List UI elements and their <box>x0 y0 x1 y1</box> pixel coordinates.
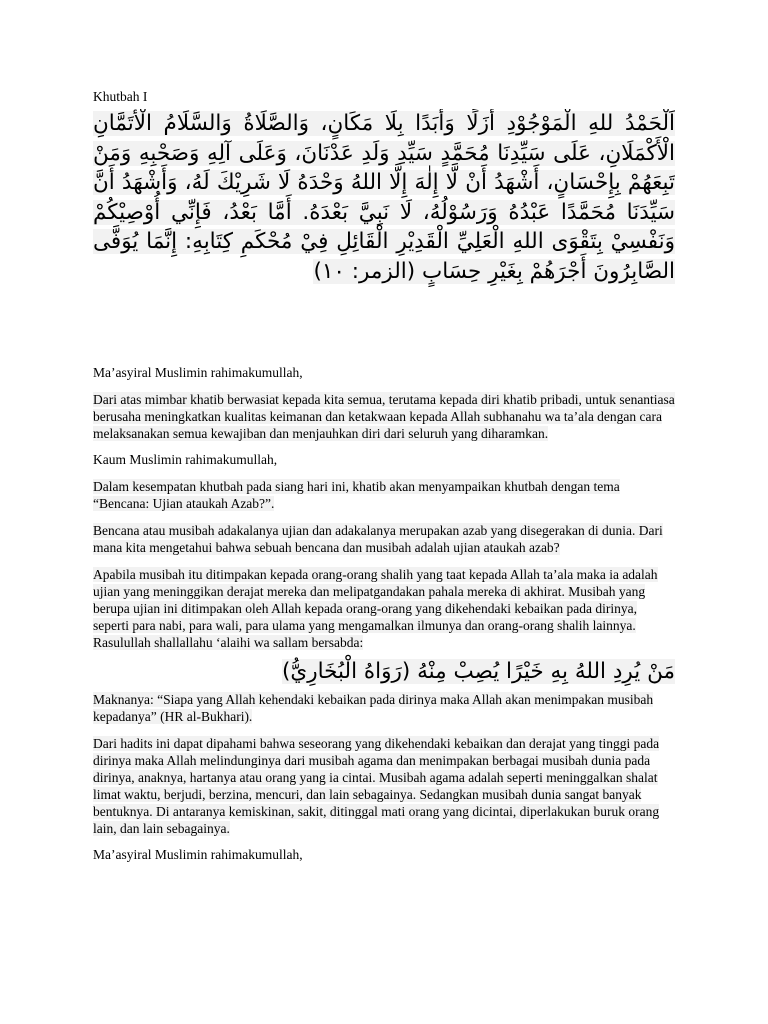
paragraph-maknanya <box>93 691 675 725</box>
paragraph-ujian-text: Apabila musibah itu ditimpakan kepada orang-orang shalih yang taat kepada Allah ta’ala maka ia adalah ujian yang meninggikan derajat mereka dan melipatgandakan pahala mereka di akhirat. Musibah yang berupa ujian ini ditimpakan oleh Allah kepada orang-orang yang dikehendaki kebaikan pada dirinya, seperti para nabi, para wali, para ulama yang mengamalkan ilmunya dan orang-orang shalih lainnya. Rasulullah shallallahu ‘alaihi wa sallam bersabda: <box>93 567 658 650</box>
paragraph-bencana <box>93 522 675 556</box>
khutbah-document <box>93 88 675 863</box>
paragraph-bencana-text: Bencana atau musibah adakalanya ujian dan adakalanya merupakan azab yang disegerakan di dunia. Dari mana kita mengetahui bahwa sebuah bencana dan musibah adalah ujian ataukah azab? <box>93 523 663 555</box>
paragraph-penjelasan <box>93 735 675 837</box>
opening-arabic-block <box>93 109 675 327</box>
paragraph-tema-text: Dalam kesempatan khutbah pada siang hari ini, khatib akan menyampaikan khutbah dengan tema “Bencana: Ujian ataukah Azab?”. <box>93 479 620 511</box>
salutation-3-text: Ma’asyiral Muslimin rahimakumullah, <box>93 847 303 862</box>
paragraph-tema <box>93 478 675 512</box>
hadith-arabic <box>93 657 675 687</box>
paragraph-wasiat-text: Dari atas mimbar khatib berwasiat kepada kita semua, terutama kepada diri khatib pribadi, untuk senantiasa berusaha meningkatkan kualitas keimanan dan ketakwaan kepada Allah subhanahu wa ta’ala dengan cara melaksanakan semua kewajiban dan menjauhkan diri dari seluruh yang diharamkan. <box>93 392 675 441</box>
khutbah-title: Khutbah I <box>93 89 148 104</box>
hadith-arabic-text: مَنْ يُرِدِ اللهُ بِهِ خَيْرًا يُصِبْ مِنْهُ (رَوَاهُ الْبُخَارِيُّ) <box>282 659 675 684</box>
salutation-2-text: Kaum Muslimin rahimakumullah, <box>93 452 278 467</box>
paragraph-ujian <box>93 566 675 651</box>
salutation-2 <box>93 451 675 468</box>
opening-arabic-span: اَلْحَمْدُ للهِ الْمَوْجُوْدِ أَزَلًا وَأَبَدًا بِلَا مَكَانٍ، وَالصَّلَاةُ وَالسَّلَامُ الْأَتَمَّانِ الْأَكْمَلَانِ، عَلَى سَيِّدِنَا مُحَمَّدٍ سَيِّدِ وَلَدِ عَدْنَانَ، وَعَلَى آلِهِ وَصَحْبِهِ وَمَنْ تَبِعَهُمْ بِإِحْسَانٍ، أَشْهَدُ أَنْ لَّا إِلٰهَ إِلَّا اللهُ وَحْدَهُ لَا شَرِيْكَ لَهُ، وَأَشْهَدُ أَنَّ سَيِّدَنَا مُحَمَّدًا عَبْدُهُ وَرَسُوْلُهُ، لَا نَبِيَّ بَعْدَهُ. أَمَّا بَعْدُ، فَإِنِّي أُوْصِيْكُمْ وَنَفْسِيْ بِتَقْوَى اللهِ الْعَلِيِّ الْقَدِيْرِ الْقَائِلِ فِيْ مُحْكَمِ كِتَابِهِ: إِنَّمَا يُوَفَّى الصَّابِرُونَ أَجْرَهُمْ بِغَيْرِ حِسَابٍ (الزمر: ١٠) <box>93 111 675 284</box>
paragraph-maknanya-text: Maknanya: “Siapa yang Allah kehendaki kebaikan pada dirinya maka Allah akan menimpakan musibah kepadanya” (HR al-Bukhari). <box>93 692 654 724</box>
paragraph-wasiat <box>93 391 675 442</box>
opening-arabic-text <box>93 109 675 286</box>
paragraph-penjelasan-text: Dari hadits ini dapat dipahami bahwa seseorang yang dikehendaki kebaikan dan derajat yang tinggi pada dirinya maka Allah melindunginya dari musibah agama dan menimpakan berbagai musibah dunia pada dirinya, anaknya, hartanya atau orang yang ia cintai. Musibah agama adalah seperti meninggalkan shalat limat waktu, berjudi, berzina, mencuri, dan lain sebagainya. Sedangkan musibah dunia sangat banyak bentuknya. Di antaranya kemiskinan, sakit, ditinggal mati orang yang dicintai, diperlakukan buruk orang lain, dan lain sebagainya. <box>93 736 660 836</box>
salutation-3 <box>93 846 675 863</box>
salutation-1 <box>93 364 675 381</box>
salutation-1-text: Ma’asyiral Muslimin rahimakumullah, <box>93 365 303 380</box>
